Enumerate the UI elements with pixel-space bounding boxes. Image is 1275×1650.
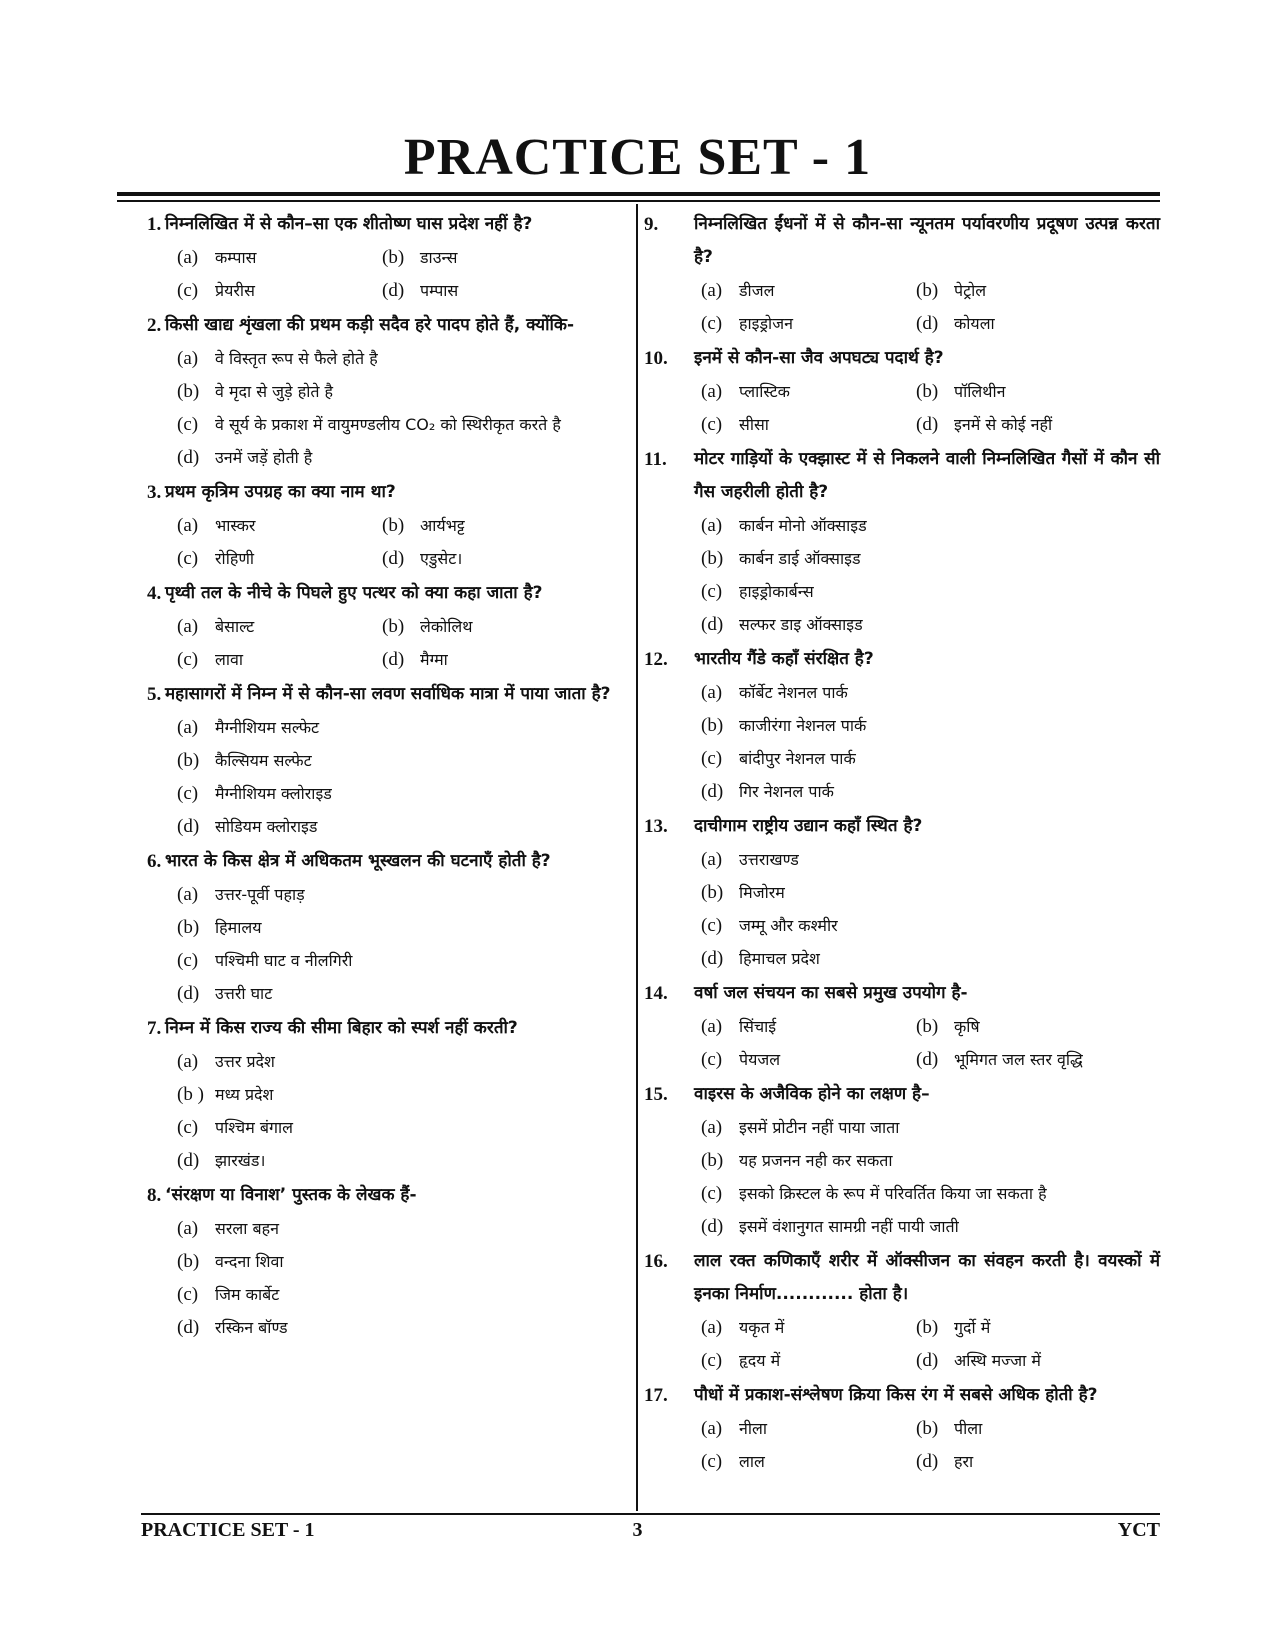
answer-option xyxy=(177,241,382,274)
option-text: हृदय में xyxy=(739,1351,781,1370)
option-text: जिम कार्बेट xyxy=(215,1285,280,1304)
answer-option xyxy=(177,509,382,542)
answer-option xyxy=(701,676,1160,709)
option-text: हाइड्रोकार्बन्स xyxy=(739,582,814,601)
answer-option xyxy=(177,1278,632,1311)
question-block xyxy=(644,1245,1160,1377)
option-text: कृषि xyxy=(954,1017,980,1036)
option-label: (c) xyxy=(701,581,723,602)
option-text: पेयजल xyxy=(739,1050,781,1069)
option-label: (a) xyxy=(177,616,199,637)
question-number: 5. xyxy=(147,684,162,705)
question-stem xyxy=(644,810,1160,843)
option-text: पश्चिमी घाट व नीलगिरी xyxy=(215,951,353,970)
option-list xyxy=(644,1412,1160,1478)
question-stem xyxy=(117,208,632,241)
answer-option xyxy=(916,1445,1160,1478)
answer-option xyxy=(701,575,1160,608)
option-label: (a) xyxy=(177,348,199,369)
answer-option xyxy=(177,1045,632,1078)
answer-option xyxy=(701,1344,916,1377)
option-label: (b) xyxy=(916,280,939,301)
question-stem xyxy=(644,443,1160,509)
question-block xyxy=(117,577,632,676)
answer-option xyxy=(382,509,632,542)
option-text: डीजल xyxy=(739,281,775,300)
answer-option xyxy=(916,1344,1160,1377)
question-number: 11. xyxy=(644,449,667,470)
answer-option xyxy=(177,1212,632,1245)
question-number: 17. xyxy=(644,1385,668,1406)
answer-option xyxy=(916,1311,1160,1344)
answer-option xyxy=(701,1043,916,1076)
question-block xyxy=(644,208,1160,340)
option-label: (b) xyxy=(701,882,724,903)
page-number: 3 xyxy=(632,1519,643,1541)
option-list xyxy=(644,1010,1160,1076)
option-label: (c) xyxy=(701,414,723,435)
question-stem xyxy=(117,678,632,711)
answer-option xyxy=(701,1010,916,1043)
answer-option xyxy=(701,709,1160,742)
option-label: (b) xyxy=(177,1251,200,1272)
question-text: वर्षा जल संचयन का सबसे प्रमुख उपयोग है- xyxy=(694,983,968,1003)
question-block xyxy=(644,1078,1160,1243)
option-label: (b) xyxy=(701,1150,724,1171)
option-text: नीला xyxy=(739,1419,768,1438)
option-label: (d) xyxy=(382,280,405,301)
option-text: कार्बन डाई ऑक्साइड xyxy=(739,549,861,568)
option-label: (b) xyxy=(701,548,724,569)
option-text: हरा xyxy=(954,1452,974,1471)
question-stem xyxy=(644,1379,1160,1412)
option-text: बांदीपुर नेशनल पार्क xyxy=(739,749,856,768)
option-label: (d) xyxy=(177,983,200,1004)
answer-option xyxy=(701,1144,1160,1177)
option-text: पीला xyxy=(954,1419,983,1438)
option-list xyxy=(644,1111,1160,1243)
question-text: पृथ्वी तल के नीचे के पिघले हुए पत्थर को क्या कहा जाता है? xyxy=(165,583,543,603)
option-label: (c) xyxy=(177,649,199,670)
answer-option xyxy=(177,1078,632,1111)
question-text: वाइरस के अजैविक होने का लक्षण है– xyxy=(694,1084,930,1104)
option-text: उनमें जड़ें होती है xyxy=(215,448,313,467)
option-text: वन्दना शिवा xyxy=(215,1252,284,1271)
option-label: (d) xyxy=(382,548,405,569)
option-text: अस्थि मज्जा में xyxy=(954,1351,1041,1370)
question-stem xyxy=(644,977,1160,1010)
option-label: (a) xyxy=(701,515,723,536)
option-text: पॉलिथीन xyxy=(954,382,1006,401)
option-text: बेसाल्ट xyxy=(215,617,255,636)
option-label: (d) xyxy=(701,948,724,969)
option-label: (b) xyxy=(382,616,405,637)
option-label: (a) xyxy=(701,280,723,301)
answer-option xyxy=(382,274,632,307)
option-text: मध्य प्रदेश xyxy=(215,1085,274,1104)
option-label: (a) xyxy=(701,1016,723,1037)
option-text: सिंचाई xyxy=(739,1017,777,1036)
question-block xyxy=(117,845,632,1010)
answer-option xyxy=(701,742,1160,775)
answer-option xyxy=(177,944,632,977)
option-list xyxy=(117,878,632,1010)
answer-option xyxy=(177,711,632,744)
question-number: 2. xyxy=(147,315,162,336)
option-label: (c) xyxy=(701,1350,723,1371)
option-label: (c) xyxy=(701,313,723,334)
option-label: (a) xyxy=(177,515,199,536)
option-text: गिर नेशनल पार्क xyxy=(739,782,834,801)
question-text: भारत के किस क्षेत्र में अधिकतम भूस्खलन की घटनाएँ होती है? xyxy=(165,851,551,871)
question-block xyxy=(644,643,1160,808)
answer-option xyxy=(701,1412,916,1445)
page-title: PRACTICE SET - 1 xyxy=(403,129,872,186)
option-text: सोडियम क्लोराइड xyxy=(215,817,318,836)
question-text: निम्नलिखित ईंधनों में से कौन-सा न्यूनतम पर्यावरणीय प्रदूषण उत्पन्न करता है? xyxy=(694,214,1160,267)
option-label: (c) xyxy=(701,1451,723,1472)
option-label: (d) xyxy=(177,1150,200,1171)
option-text: वे सूर्य के प्रकाश में वायुमण्डलीय CO₂ को स्थिरीकृत करते है xyxy=(215,415,561,434)
option-label: (b ) xyxy=(177,1084,204,1105)
option-text: आर्यभट्ट xyxy=(420,516,465,535)
right-column xyxy=(644,208,1160,1480)
question-block xyxy=(644,1379,1160,1478)
option-label: (d) xyxy=(916,1049,939,1070)
answer-option xyxy=(916,307,1160,340)
option-label: (a) xyxy=(701,1117,723,1138)
answer-option xyxy=(701,608,1160,641)
option-label: (d) xyxy=(177,1317,200,1338)
left-column xyxy=(117,208,632,1346)
answer-option xyxy=(177,777,632,810)
answer-option xyxy=(701,876,1160,909)
option-label: (d) xyxy=(916,1451,939,1472)
option-label: (c) xyxy=(177,1284,199,1305)
option-label: (d) xyxy=(701,781,724,802)
question-stem xyxy=(644,1245,1160,1311)
option-list xyxy=(117,342,632,474)
option-text: वे मृदा से जुड़े होते है xyxy=(215,382,334,401)
answer-option xyxy=(177,1144,632,1177)
question-block xyxy=(117,476,632,575)
option-label: (a) xyxy=(701,682,723,703)
option-text: लावा xyxy=(215,650,244,669)
question-text: भारतीय गैंडे कहाँ संरक्षित है? xyxy=(694,649,874,669)
option-label: (c) xyxy=(177,1117,199,1138)
answer-option xyxy=(177,744,632,777)
question-number: 16. xyxy=(644,1251,668,1272)
option-text: भूमिगत जल स्तर वृद्धि xyxy=(954,1050,1083,1069)
answer-option xyxy=(382,241,632,274)
option-text: पम्पास xyxy=(420,281,459,300)
option-label: (c) xyxy=(177,548,199,569)
option-text: कम्पास xyxy=(215,248,257,267)
answer-option xyxy=(177,1311,632,1344)
option-text: सल्फर डाइ ऑक्साइड xyxy=(739,615,863,634)
option-label: (a) xyxy=(701,849,723,870)
answer-option xyxy=(177,342,632,375)
question-block xyxy=(644,443,1160,641)
option-list xyxy=(117,711,632,843)
option-label: (a) xyxy=(177,1051,199,1072)
option-text: रोहिणी xyxy=(215,549,255,568)
answer-option xyxy=(177,911,632,944)
option-text: मिजोरम xyxy=(739,883,785,902)
question-text: निम्नलिखित में से कौन–सा एक शीतोष्ण घास प्रदेश नहीं है? xyxy=(165,214,533,234)
answer-option xyxy=(916,375,1160,408)
option-text: मैग्मा xyxy=(420,650,448,669)
option-text: हिमाचल प्रदेश xyxy=(739,949,820,968)
option-text: इसमें प्रोटीन नहीं पाया जाता xyxy=(739,1118,900,1137)
option-label: (a) xyxy=(177,717,199,738)
question-text: मोटर गाड़ियों के एक्झास्ट में से निकलने वाली निम्नलिखित गैसों में कौन सी गैस जहरीली होती है? xyxy=(694,449,1160,502)
question-stem xyxy=(117,845,632,878)
answer-option xyxy=(701,375,916,408)
question-block xyxy=(117,309,632,474)
question-number: 12. xyxy=(644,649,668,670)
option-label: (b) xyxy=(916,1016,939,1037)
option-label: (d) xyxy=(177,447,200,468)
answer-option xyxy=(177,375,632,408)
question-block xyxy=(117,208,632,307)
option-text: प्लास्टिक xyxy=(739,382,790,401)
option-list xyxy=(117,241,632,307)
answer-option xyxy=(701,775,1160,808)
answer-option xyxy=(382,643,632,676)
question-number: 15. xyxy=(644,1084,668,1105)
option-text: सरला बहन xyxy=(215,1219,279,1238)
answer-option xyxy=(701,1311,916,1344)
answer-option xyxy=(701,843,1160,876)
option-text: इसमें वंशानुगत सामग्री नहीं पायी जाती xyxy=(739,1217,959,1236)
answer-option xyxy=(701,909,1160,942)
question-text: इनमें से कौन-सा जैव अपघट्य पदार्थ है? xyxy=(694,348,944,368)
option-label: (d) xyxy=(916,313,939,334)
option-label: (d) xyxy=(701,614,724,635)
answer-option xyxy=(177,1245,632,1278)
question-block xyxy=(644,977,1160,1076)
answer-option xyxy=(177,810,632,843)
option-label: (b) xyxy=(382,515,405,536)
question-stem xyxy=(644,643,1160,676)
option-text: उत्तर-पूर्वी पहाड़ xyxy=(215,885,305,904)
answer-option xyxy=(701,1111,1160,1144)
question-text: निम्न में किस राज्य की सीमा बिहार को स्पर्श नहीं करती? xyxy=(165,1018,518,1038)
question-number: 9. xyxy=(644,214,659,235)
option-label: (c) xyxy=(701,748,723,769)
question-number: 7. xyxy=(147,1018,162,1039)
question-text: प्रथम कृत्रिम उपग्रह का क्या नाम था? xyxy=(165,482,396,502)
question-block xyxy=(117,678,632,843)
option-text: हिमालय xyxy=(215,918,262,937)
question-text: पौधों में प्रकाश-संश्लेषण क्रिया किस रंग में सबसे अधिक होती है? xyxy=(694,1385,1098,1405)
option-text: उत्तराखण्ड xyxy=(739,850,799,869)
option-label: (c) xyxy=(701,1183,723,1204)
answer-option xyxy=(382,542,632,575)
answer-option xyxy=(916,408,1160,441)
option-text: वे विस्तृत रूप से फैले होते है xyxy=(215,349,378,368)
question-text: महासागरों में निम्न में से कौन-सा लवण सर्वाधिक मात्रा में पाया जाता है? xyxy=(165,684,611,704)
option-text: पेट्रोल xyxy=(954,281,987,300)
option-text: इसको क्रिस्टल के रूप में परिवर्तित किया जा सकता है xyxy=(739,1184,1047,1203)
question-number: 1. xyxy=(147,214,162,235)
question-stem xyxy=(644,1078,1160,1111)
option-text: डाउन्स xyxy=(420,248,458,267)
option-text: झारखंड। xyxy=(215,1151,266,1170)
option-list xyxy=(644,1311,1160,1377)
answer-option xyxy=(701,1177,1160,1210)
option-text: सीसा xyxy=(739,415,769,434)
option-label: (d) xyxy=(916,1350,939,1371)
option-text: पश्चिम बंगाल xyxy=(215,1118,293,1137)
option-text: यह प्रजनन नही कर सकता xyxy=(739,1151,893,1170)
option-label: (b) xyxy=(916,1418,939,1439)
option-list xyxy=(117,610,632,676)
answer-option xyxy=(177,408,632,441)
question-stem xyxy=(644,342,1160,375)
question-stem xyxy=(644,208,1160,274)
option-text: जम्मू और कश्मीर xyxy=(739,916,838,935)
option-text: कॉर्बेट नेशनल पार्क xyxy=(739,683,848,702)
option-list xyxy=(117,1045,632,1177)
option-label: (c) xyxy=(177,783,199,804)
option-label: (c) xyxy=(177,414,199,435)
question-block xyxy=(644,342,1160,441)
answer-option xyxy=(177,1111,632,1144)
question-text: किसी खाद्य शृंखला की प्रथम कड़ी सदैव हरे पादप होते हैं, क्योंकि- xyxy=(165,315,575,335)
option-label: (d) xyxy=(701,1216,724,1237)
answer-option xyxy=(701,307,916,340)
option-list xyxy=(644,375,1160,441)
answer-option xyxy=(177,977,632,1010)
option-text: एडुसेट। xyxy=(420,549,463,568)
answer-option xyxy=(701,942,1160,975)
column-divider xyxy=(636,204,638,1511)
option-label: (a) xyxy=(701,381,723,402)
option-label: (c) xyxy=(177,280,199,301)
question-text: लाल रक्त कणिकाएँ शरीर में ऑक्सीजन का संवहन करती है। वयस्कों में इनका निर्माण............ होता है। xyxy=(694,1251,1160,1304)
option-label: (c) xyxy=(701,915,723,936)
answer-option xyxy=(177,878,632,911)
question-number: 14. xyxy=(644,983,668,1004)
title-rule-thin xyxy=(117,200,1160,202)
option-label: (b) xyxy=(916,1317,939,1338)
option-text: गुर्दो में xyxy=(954,1318,991,1337)
question-block xyxy=(644,810,1160,975)
question-block xyxy=(117,1179,632,1344)
question-stem xyxy=(117,309,632,342)
option-list xyxy=(644,509,1160,641)
option-text: कैल्सियम सल्फेट xyxy=(215,751,312,770)
option-label: (c) xyxy=(701,1049,723,1070)
footer-left-label: PRACTICE SET - 1 xyxy=(141,1519,315,1541)
answer-option xyxy=(177,542,382,575)
option-label: (d) xyxy=(916,414,939,435)
option-text: उत्तर प्रदेश xyxy=(215,1052,275,1071)
option-text: मैग्नीशियम सल्फेट xyxy=(215,718,320,737)
question-stem xyxy=(117,476,632,509)
answer-option xyxy=(701,274,916,307)
option-label: (b) xyxy=(701,715,724,736)
option-label: (a) xyxy=(177,884,199,905)
answer-option xyxy=(701,1210,1160,1243)
option-list xyxy=(117,509,632,575)
option-label: (d) xyxy=(382,649,405,670)
answer-option xyxy=(701,408,916,441)
option-list xyxy=(644,843,1160,975)
option-text: लाल xyxy=(739,1452,765,1471)
answer-option xyxy=(177,274,382,307)
answer-option xyxy=(916,1412,1160,1445)
question-text: दाचीगाम राष्ट्रीय उद्यान कहाँ स्थित है? xyxy=(694,816,923,836)
option-list xyxy=(644,274,1160,340)
option-text: हाइड्रोजन xyxy=(739,314,793,333)
option-label: (a) xyxy=(701,1418,723,1439)
option-text: भास्कर xyxy=(215,516,256,535)
option-text: काजीरंगा नेशनल पार्क xyxy=(739,716,867,735)
option-label: (b) xyxy=(382,247,405,268)
option-label: (b) xyxy=(177,917,200,938)
option-label: (c) xyxy=(177,950,199,971)
option-list xyxy=(117,1212,632,1344)
option-text: कोयला xyxy=(954,314,995,333)
question-number: 3. xyxy=(147,482,162,503)
title-rule-thick xyxy=(117,192,1160,196)
option-label: (a) xyxy=(701,1317,723,1338)
answer-option xyxy=(701,542,1160,575)
question-stem xyxy=(117,577,632,610)
option-text: मैग्नीशियम क्लोराइड xyxy=(215,784,332,803)
answer-option xyxy=(382,610,632,643)
option-label: (b) xyxy=(916,381,939,402)
answer-option xyxy=(916,1010,1160,1043)
question-block xyxy=(117,1012,632,1177)
question-number: 13. xyxy=(644,816,668,837)
question-text: ‘संरक्षण या विनाश’ पुस्तक के लेखक हैं- xyxy=(165,1185,417,1205)
answer-option xyxy=(177,441,632,474)
answer-option xyxy=(177,643,382,676)
answer-option xyxy=(916,1043,1160,1076)
option-label: (b) xyxy=(177,750,200,771)
option-text: लेकोलिथ xyxy=(420,617,473,636)
option-label: (a) xyxy=(177,1218,199,1239)
answer-option xyxy=(177,610,382,643)
answer-option xyxy=(701,509,1160,542)
question-number: 10. xyxy=(644,348,668,369)
answer-option xyxy=(701,1445,916,1478)
option-label: (d) xyxy=(177,816,200,837)
answer-option xyxy=(916,274,1160,307)
option-text: उत्तरी घाट xyxy=(215,984,273,1003)
question-number: 6. xyxy=(147,851,162,872)
option-text: इनमें से कोई नहीं xyxy=(954,415,1053,434)
option-label: (b) xyxy=(177,381,200,402)
option-list xyxy=(644,676,1160,808)
question-stem xyxy=(117,1012,632,1045)
option-text: प्रेयरीस xyxy=(215,281,255,300)
question-number: 8. xyxy=(147,1185,162,1206)
option-text: यकृत में xyxy=(739,1318,785,1337)
option-text: रस्किन बॉण्ड xyxy=(215,1318,288,1337)
option-label: (a) xyxy=(177,247,199,268)
option-text: कार्बन मोनो ऑक्साइड xyxy=(739,516,867,535)
footer-right-label: YCT xyxy=(1117,1519,1160,1541)
question-stem xyxy=(117,1179,632,1212)
footer-rule xyxy=(141,1513,1160,1515)
question-number: 4. xyxy=(147,583,162,604)
